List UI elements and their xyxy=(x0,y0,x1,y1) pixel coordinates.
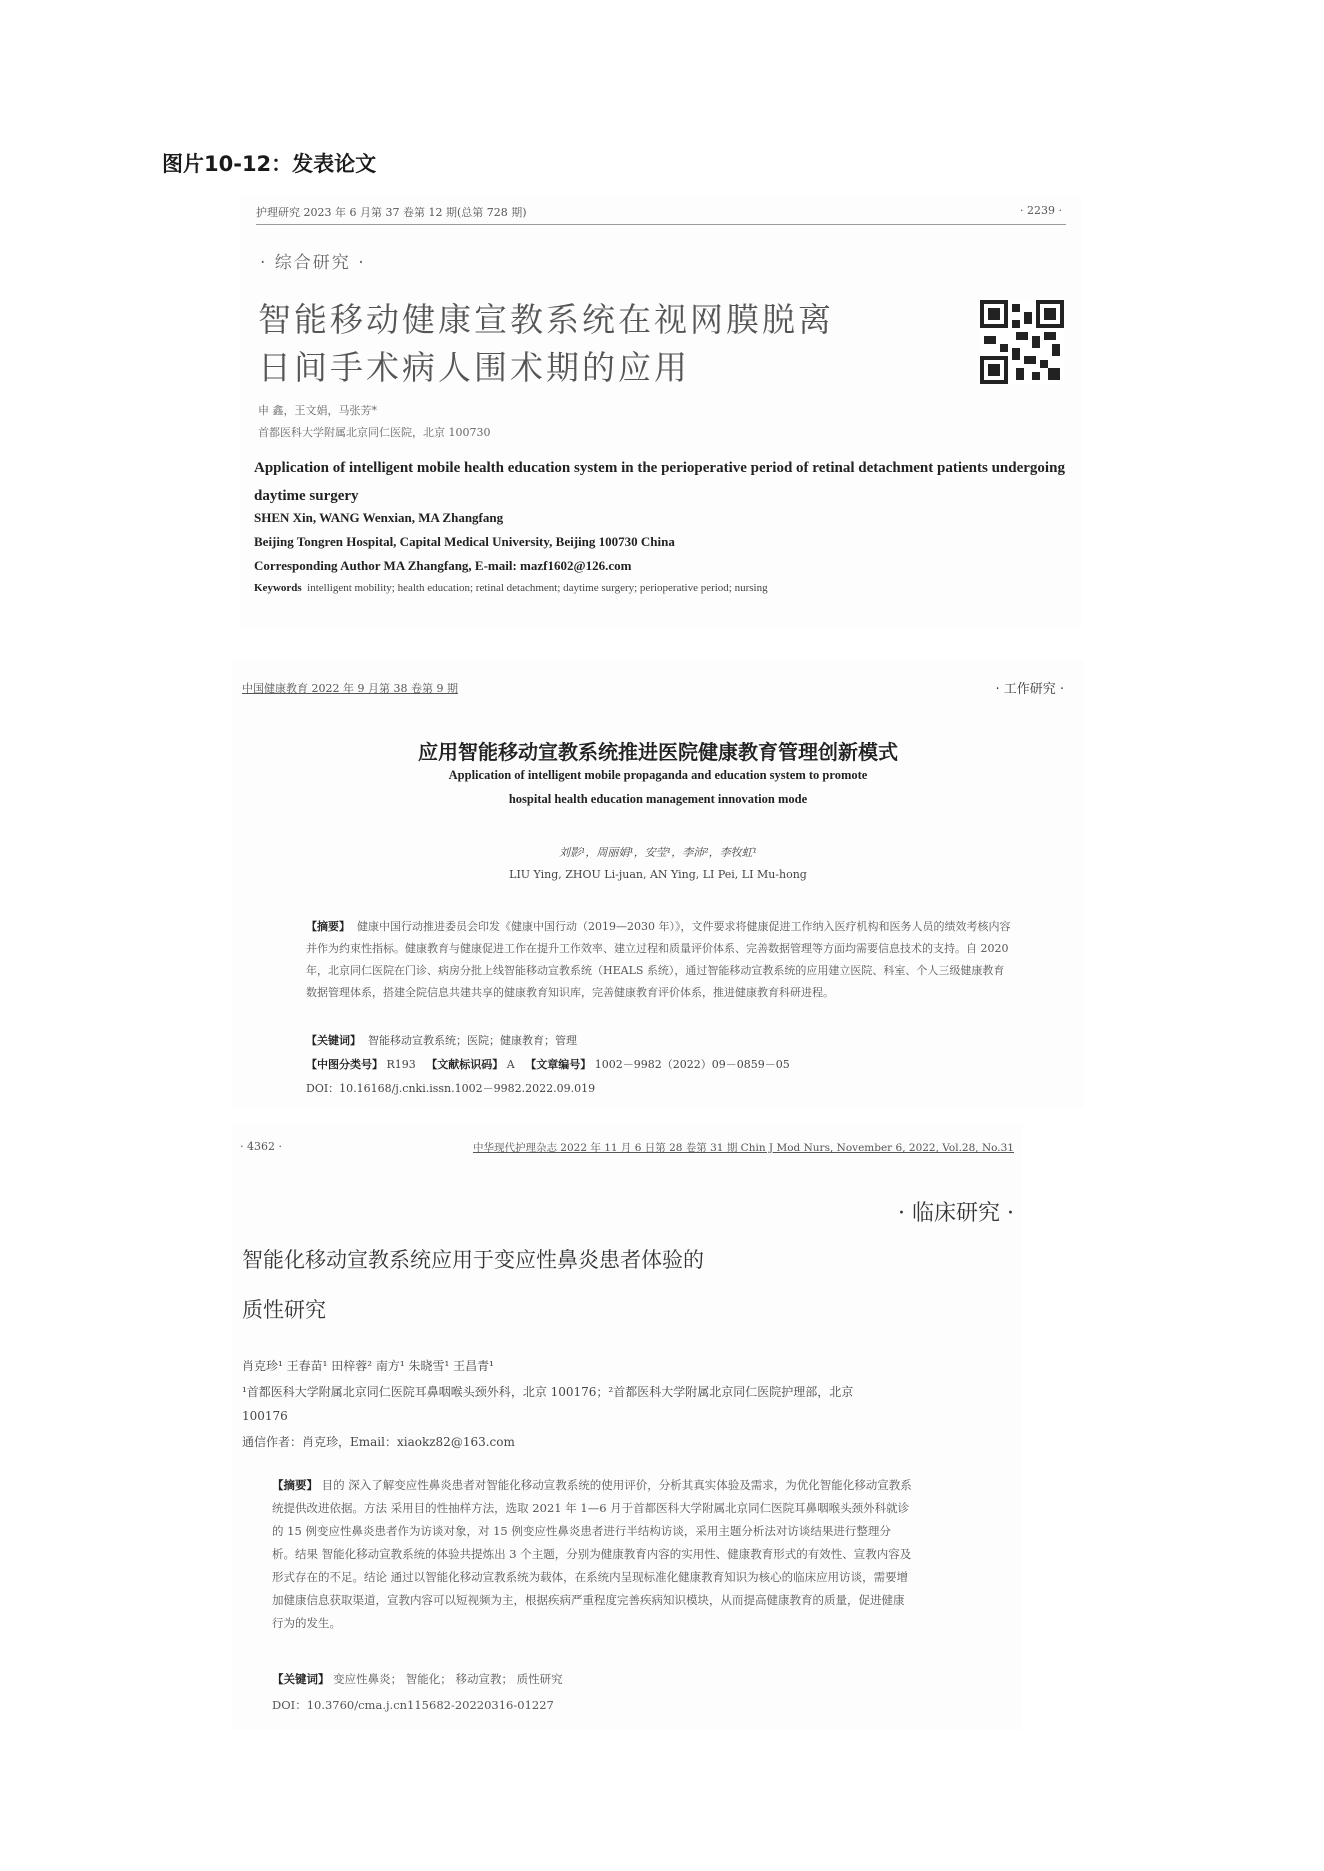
article-value: 1002－9982（2022）09－0859－05 xyxy=(594,1058,790,1071)
paper-clipping-3 xyxy=(232,1124,1022,1730)
corresponding-author: Corresponding Author MA Zhangfang, E-mail: mazf1602@126.com xyxy=(254,558,632,573)
title-line2: 质性研究 xyxy=(242,1298,326,1322)
keywords-line xyxy=(306,1032,577,1048)
title-cn-line1: 智能移动健康宣教系统在视网膜脱离 xyxy=(258,300,834,339)
classification-line xyxy=(306,1056,790,1072)
authors-cn: 刘影¹，周丽娟¹，安莹¹，李沛²，李牧虹¹ xyxy=(558,846,758,859)
section-label: · 临床研究 · xyxy=(898,1201,1014,1226)
keywords-value: intelligent mobility; health education; retinal detachment; daytime surgery; perioperative period; nursing xyxy=(307,582,768,594)
title-line1: 智能化移动宣教系统应用于变应性鼻炎患者体验的 xyxy=(242,1248,704,1272)
doc-value: A xyxy=(506,1058,515,1071)
title-cn: 应用智能移动宣教系统推进医院健康教育管理创新模式 xyxy=(418,740,898,764)
qr-code-icon xyxy=(980,300,1064,384)
title-en-line2: hospital health education management innovation mode xyxy=(508,792,808,806)
paper-clipping-2 xyxy=(232,660,1084,1108)
abstract-text: 目的 深入了解变应性鼻炎患者对智能化移动宣教系统的使用评价，分析其真实体验及需求，为优化智能化移动宣教系统提供改进依据。方法 采用目的性抽样方法，选取 2021 年 1—6 月于首都医科大学附属北京同仁医院耳鼻咽喉头颈外科就诊的 15 例变应性鼻炎患者作为访谈对象，对 15 例变应性鼻炎患者进行半结构访谈，采用主题分析法对访谈结果进行整理分析。结果 智能化移动宣教系统的体验共提炼出 3 个主题，分别为健康教育内容的实用性、健康教育形式的有效性、宣教内容及形式存在的不足。结论 通过以智能化移动宣教系统为载体，在系统内呈现标准化健康教育知识为核心的临床应用访谈，需要增加健康信息获取渠道，宣教内容可以短视频为主，根据疾病严重程度完善疾病知识模块，从而提高健康教育的质量，促进健康行为的发生。 xyxy=(272,1478,912,1630)
page-heading: 图片10-12：发表论文 xyxy=(162,152,377,176)
class-value: R193 xyxy=(386,1058,416,1071)
doc-label: 【文献标识码】 xyxy=(426,1058,504,1071)
keywords-line xyxy=(254,582,768,594)
paper-clipping-1 xyxy=(240,196,1082,628)
authors-en: SHEN Xin, WANG Wenxian, MA Zhangfang xyxy=(254,510,504,525)
keywords-label: 【关键词】 xyxy=(272,1672,330,1686)
keywords-value: 智能移动宣教系统；医院；健康教育；管理 xyxy=(368,1034,577,1047)
page-number: · 4362 · xyxy=(240,1140,282,1153)
title-en-line1: Application of intelligent mobile propaganda and education system to promote xyxy=(448,768,868,782)
doi: DOI：10.16168/j.cnki.issn.1002－9982.2022.09.019 xyxy=(306,1082,596,1095)
journal-header: 中国健康教育 2022 年 9 月第 38 卷第 9 期 xyxy=(242,682,458,695)
keywords-label: 【关键词】 xyxy=(306,1034,361,1047)
authors: 肖克珍¹ 王春苗¹ 田梓蓉² 南方¹ 朱晓雪¹ 王昌青¹ xyxy=(242,1359,494,1373)
journal-header: 护理研究 2023 年 6 月第 37 卷第 12 期(总第 728 期) xyxy=(256,206,527,219)
keywords-label: Keywords xyxy=(254,582,302,594)
section-label: · 工作研究 · xyxy=(995,682,1064,697)
article-label: 【文章编号】 xyxy=(525,1058,592,1071)
header-rule xyxy=(256,224,1066,225)
affiliation-en: Beijing Tongren Hospital, Capital Medical University, Beijing 100730 China xyxy=(254,534,675,549)
doi: DOI：10.3760/cma.j.cn115682-20220316-01227 xyxy=(272,1698,554,1712)
title-cn-line2: 日间手术病人围术期的应用 xyxy=(258,348,690,387)
abstract-label: 【摘要】 xyxy=(272,1478,318,1492)
keywords-line xyxy=(272,1668,563,1691)
correspondence: 通信作者：肖克珍，Email：xiaokz82@163.com xyxy=(242,1435,515,1449)
page-number: · 2239 · xyxy=(1020,204,1062,217)
affiliation: ¹首都医科大学附属北京同仁医院耳鼻咽喉头颈外科，北京 100176；²首都医科大学附属北京同仁医院护理部，北京 100176 xyxy=(242,1385,854,1423)
affiliation-cn: 首都医科大学附属北京同仁医院，北京 100730 xyxy=(258,426,491,439)
section-label: · 综合研究 · xyxy=(260,253,366,273)
abstract xyxy=(272,1474,912,1635)
authors-en: LIU Ying, ZHOU Li-juan, AN Ying, LI Pei, LI Mu-hong xyxy=(509,868,807,881)
abstract xyxy=(306,916,1012,1004)
title-en: Application of intelligent mobile health education system in the perioperative period of retinal detachment patients undergoing daytime surgery xyxy=(254,460,1065,504)
abstract-label: 【摘要】 xyxy=(306,920,350,933)
abstract-text: 健康中国行动推进委员会印发《健康中国行动（2019—2030 年）》，文件要求将健康促进工作纳入医疗机构和医务人员的绩效考核内容并作为约束性指标。健康教育与健康促进工作在提升工作效率、建立过程和质量评价体系、完善数据管理等方面均需要信息技术的支持。自 2020 年，北京同仁医院在门诊、病房分批上线智能移动宣教系统（HEALS 系统），通过智能移动宣教系统的应用建立医院、科室、个人三级健康教育数据管理体系，搭建全院信息共建共享的健康教育知识库，完善健康教育评价体系，推进健康教育科研进程。 xyxy=(306,920,1011,999)
authors-cn: 申 鑫，王文娟，马张芳* xyxy=(258,404,377,417)
class-label: 【中图分类号】 xyxy=(306,1058,383,1071)
keywords-value: 变应性鼻炎； 智能化； 移动宣教； 质性研究 xyxy=(333,1672,563,1686)
journal-header: 中华现代护理杂志 2022 年 11 月 6 日第 28 卷第 31 期 Chin J Mod Nurs, November 6, 2022, Vol.28, No.31 xyxy=(472,1142,1014,1154)
